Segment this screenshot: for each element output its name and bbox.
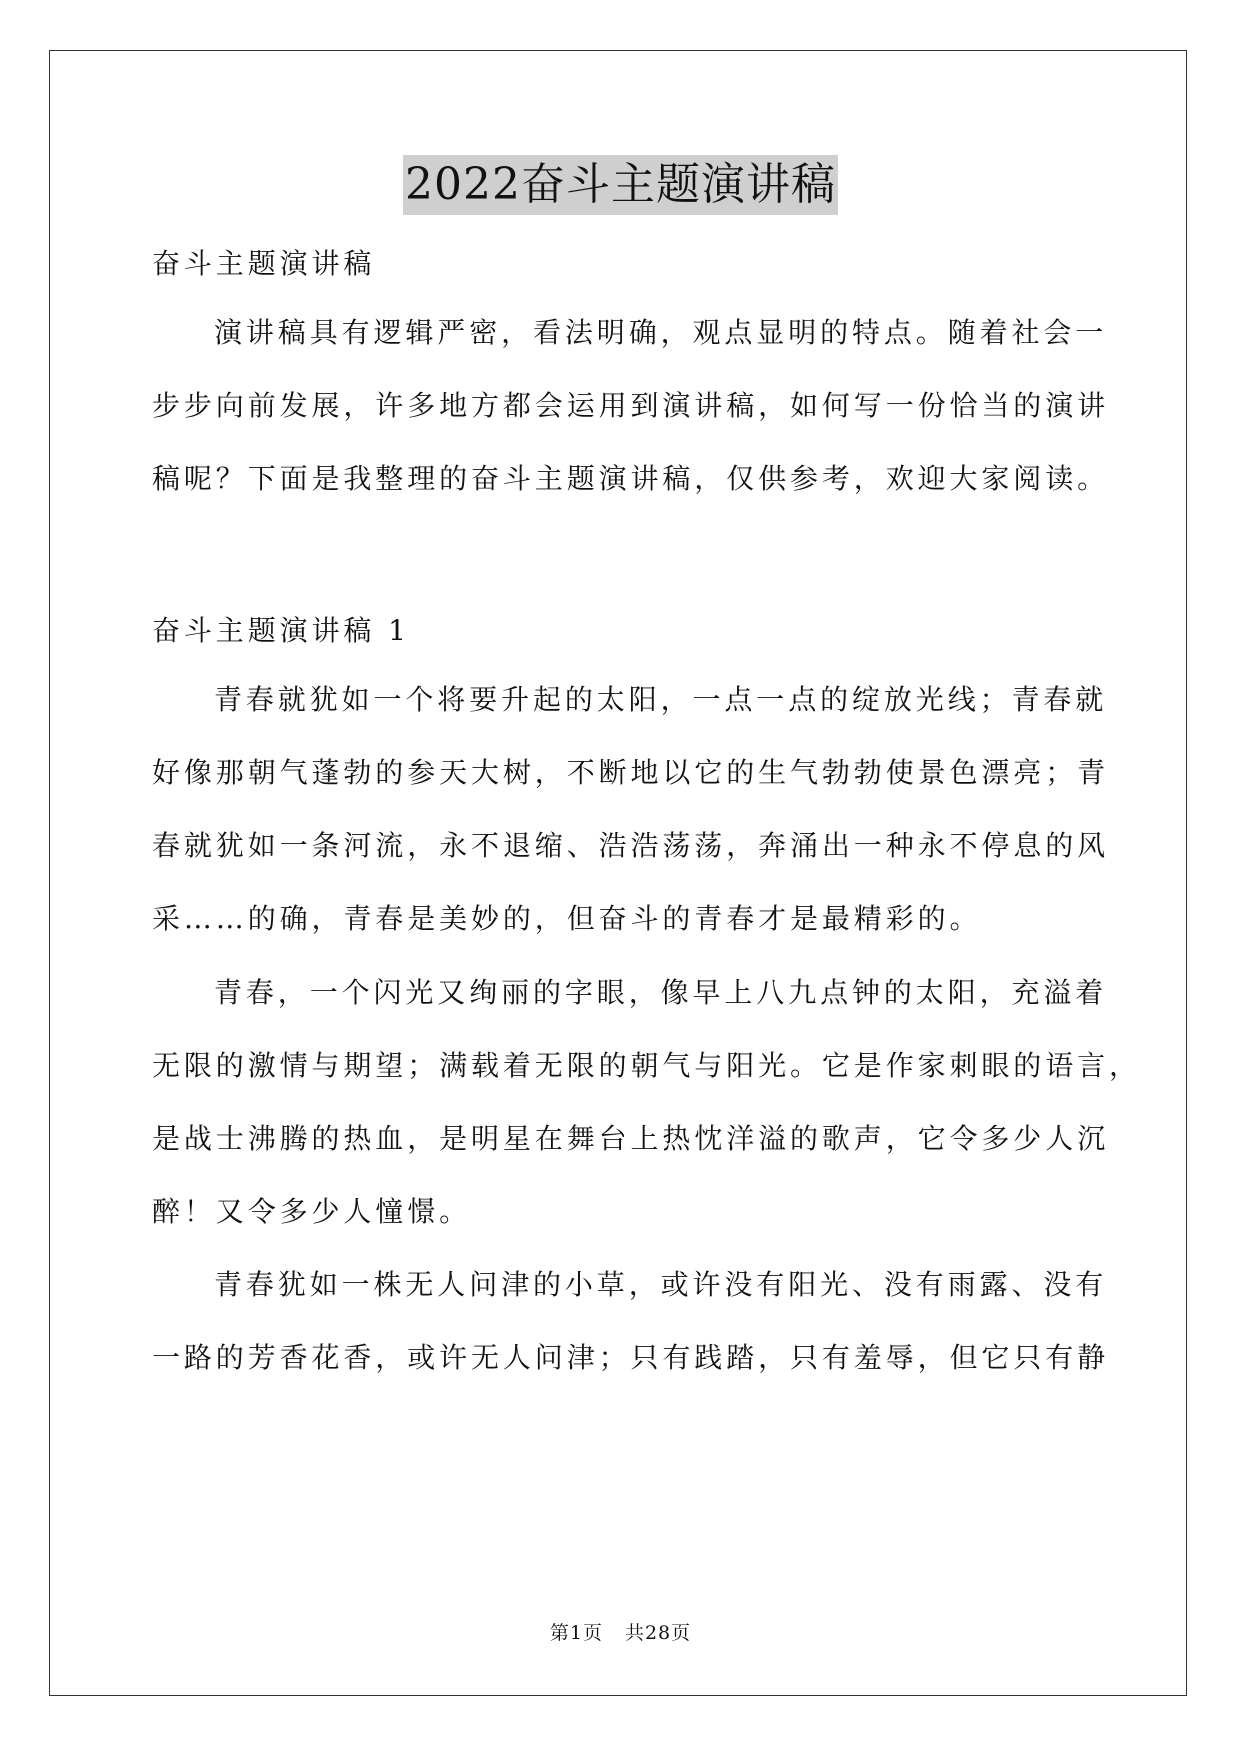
page-border	[49, 50, 1187, 1696]
page-number: 第1页	[549, 1622, 603, 1644]
page-total: 共28页	[624, 1622, 692, 1644]
subtitle: 奋斗主题演讲稿	[152, 247, 376, 280]
paragraph1-line: 春就犹如一条河流，永不退缩、浩浩荡荡，奔涌出一种永不停息的风	[152, 829, 1110, 862]
paragraph1-line: 青春就犹如一个将要升起的太阳，一点一点的绽放光线；青春就	[214, 683, 1108, 716]
title-container	[0, 155, 1241, 215]
paragraph2-line: 无限的激情与期望；满载着无限的朝气与阳光。它是作家刺眼的语言，	[152, 1049, 1141, 1082]
intro-line: 演讲稿具有逻辑严密，看法明确，观点显明的特点。随着社会一	[214, 316, 1108, 349]
paragraph1-line: 采……的确，青春是美妙的，但奋斗的青春才是最精彩的。	[152, 902, 982, 935]
page-footer	[0, 1618, 1241, 1645]
paragraph2-line: 是战士沸腾的热血，是明星在舞台上热忱洋溢的歌声，它令多少人沉	[152, 1122, 1110, 1155]
intro-line: 稿呢？下面是我整理的奋斗主题演讲稿，仅供参考，欢迎大家阅读。	[152, 462, 1110, 495]
section-heading: 奋斗主题演讲稿 1	[152, 614, 410, 647]
document-title: 2022奋斗主题演讲稿	[403, 155, 838, 215]
intro-line: 步步向前发展，许多地方都会运用到演讲稿，如何写一份恰当的演讲	[152, 389, 1110, 422]
paragraph1-line: 好像那朝气蓬勃的参天大树，不断地以它的生气勃勃使景色漂亮；青	[152, 756, 1110, 789]
paragraph2-line: 青春，一个闪光又绚丽的字眼，像早上八九点钟的太阳，充溢着	[214, 976, 1108, 1009]
paragraph3-line: 青春犹如一株无人问津的小草，或许没有阳光、没有雨露、没有	[214, 1268, 1108, 1301]
paragraph2-line: 醉！又令多少人憧憬。	[152, 1195, 472, 1228]
paragraph3-line: 一路的芳香花香，或许无人问津；只有践踏，只有羞辱，但它只有静	[152, 1341, 1110, 1374]
